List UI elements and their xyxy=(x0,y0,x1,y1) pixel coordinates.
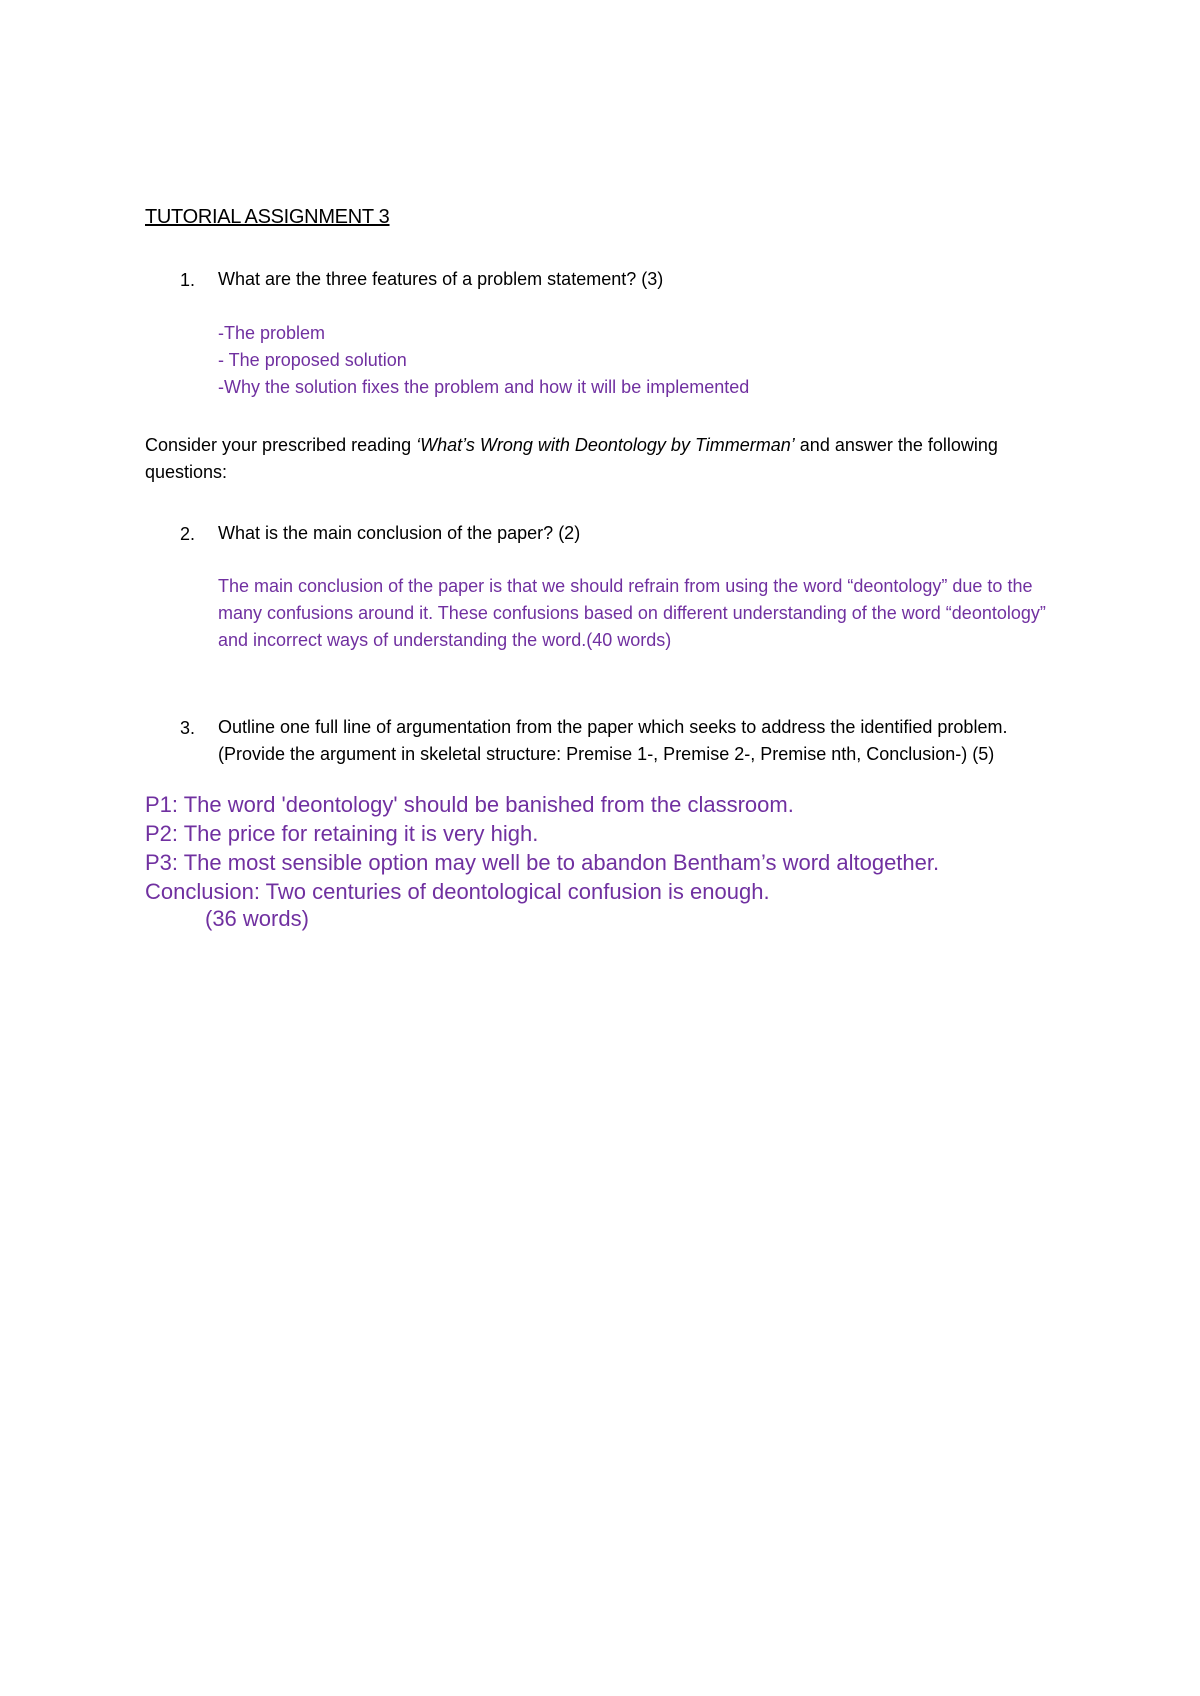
argument-premise-3: P3: The most sensible option may well be to abandon Bentham’s word altogether. xyxy=(145,850,940,875)
question-3-number: 3. xyxy=(180,718,196,738)
argument-premise-1: P1: The word 'deontology' should be banished from the classroom. xyxy=(145,792,794,817)
page-title: TUTORIAL ASSIGNMENT 3 xyxy=(145,206,390,228)
instruction-before: Consider your prescribed reading xyxy=(145,435,417,455)
answer-item: - The proposed solution xyxy=(218,350,407,370)
argument-premise-2: P2: The price for retaining it is very high. xyxy=(145,821,539,846)
argument-word-count: (36 words) xyxy=(205,906,309,931)
argument-conclusion: Conclusion: Two centuries of deontological confusion is enough. xyxy=(145,879,770,904)
question-1-text: What are the three features of a problem statement? (3) xyxy=(218,269,664,289)
question-3-text: Outline one full line of argumentation from the paper which seeks to address the identified problem. (Provide the argument in skeletal structure: Premise 1-, Premise 2-, Premise nth, Conclusion-) (5) xyxy=(218,717,1008,764)
instruction-after: and answer the following questions: xyxy=(145,435,998,482)
reading-instruction xyxy=(145,432,1065,486)
question-2-answer: The main conclusion of the paper is that we should refrain from using the word “deontology” due to the many confusions around it. These confusions based on different understanding of the word “deontology” and incorrect ways of understanding the word.(40 words) xyxy=(218,576,1046,650)
question-1-number: 1. xyxy=(180,270,196,290)
question-2-text: What is the main conclusion of the paper? (2) xyxy=(218,523,581,543)
question-1-answer xyxy=(218,320,1058,401)
reading-title: ‘What’s Wrong with Deontology by Timmerman’ xyxy=(416,435,795,455)
answer-item: -The problem xyxy=(218,323,326,343)
answer-item: -Why the solution fixes the problem and how it will be implemented xyxy=(218,377,750,397)
question-2-number: 2. xyxy=(180,524,196,544)
